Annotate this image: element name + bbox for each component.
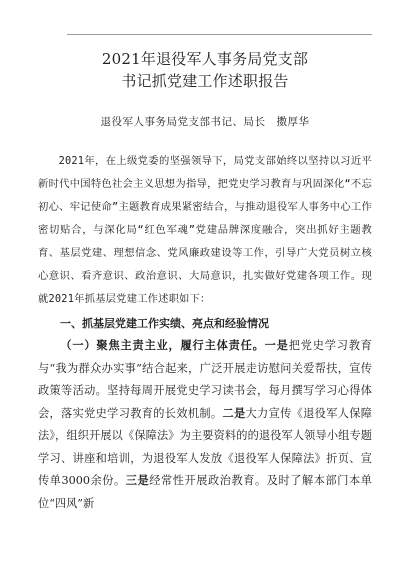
point-2-marker: 二是 <box>222 406 246 420</box>
point-1-text: 把党史学习教育与“我为群众办实事”结合起来，广泛开展走访慰问关爱帮扶，宣传政策等活动。坚持每周开展党史学习读书会，每月撰写学习心得体会，落实党史学习教育的长效机制。 <box>38 339 372 420</box>
section-1-paragraph <box>38 335 372 515</box>
document-title <box>38 48 372 92</box>
point-2-text: 大力宣传《退役军人保障法》，组织开展以《保障法》为主要资料的的退役军人领导小组专题学习、讲座和培训，为退役军人发放《退役军人保障法》折页、宣传单3000余份。 <box>38 406 372 487</box>
subsection-1-heading: （一）聚焦主责主业，履行主体责任。 <box>60 339 265 352</box>
point-1-marker: 一是 <box>264 339 289 352</box>
author-line: 退役军人事务局党支部书记、局长 擞厚华 <box>100 116 310 128</box>
intro-paragraph: 2021年，在上级党委的坚强领导下，局党支部始终以坚持以习近平新时代中国特色社会主义思想为指导，把党史学习教育与巩固深化“不忘初心、牢记使命”主题教育成果紧密结合，与推动退役军人事务中心工作密切贴合，与深化局“红色军魂”党建品牌深度融合，突出抓好主题教育、基层党建、理想信念、党风廉政建设等工作，引导广大党员树立核心意识、看齐意识、政治意识、大局意识，扎实做好党建各项工作。现就2021年抓基层党建工作述职如下： <box>38 155 372 305</box>
header-rule <box>67 34 372 35</box>
title-line-2: 书记抓党建工作述职报告 <box>121 72 289 90</box>
point-3-marker: 三是 <box>125 474 150 487</box>
title-line-1: 2021年退役军人事务局党支部 <box>101 50 309 68</box>
section-1-heading: 一、抓基层党建工作实绩、亮点和经验情况 <box>60 317 269 330</box>
point-3-text: 经常性开展政治教育。及时了解本部门本单位“四风”新 <box>38 474 372 510</box>
